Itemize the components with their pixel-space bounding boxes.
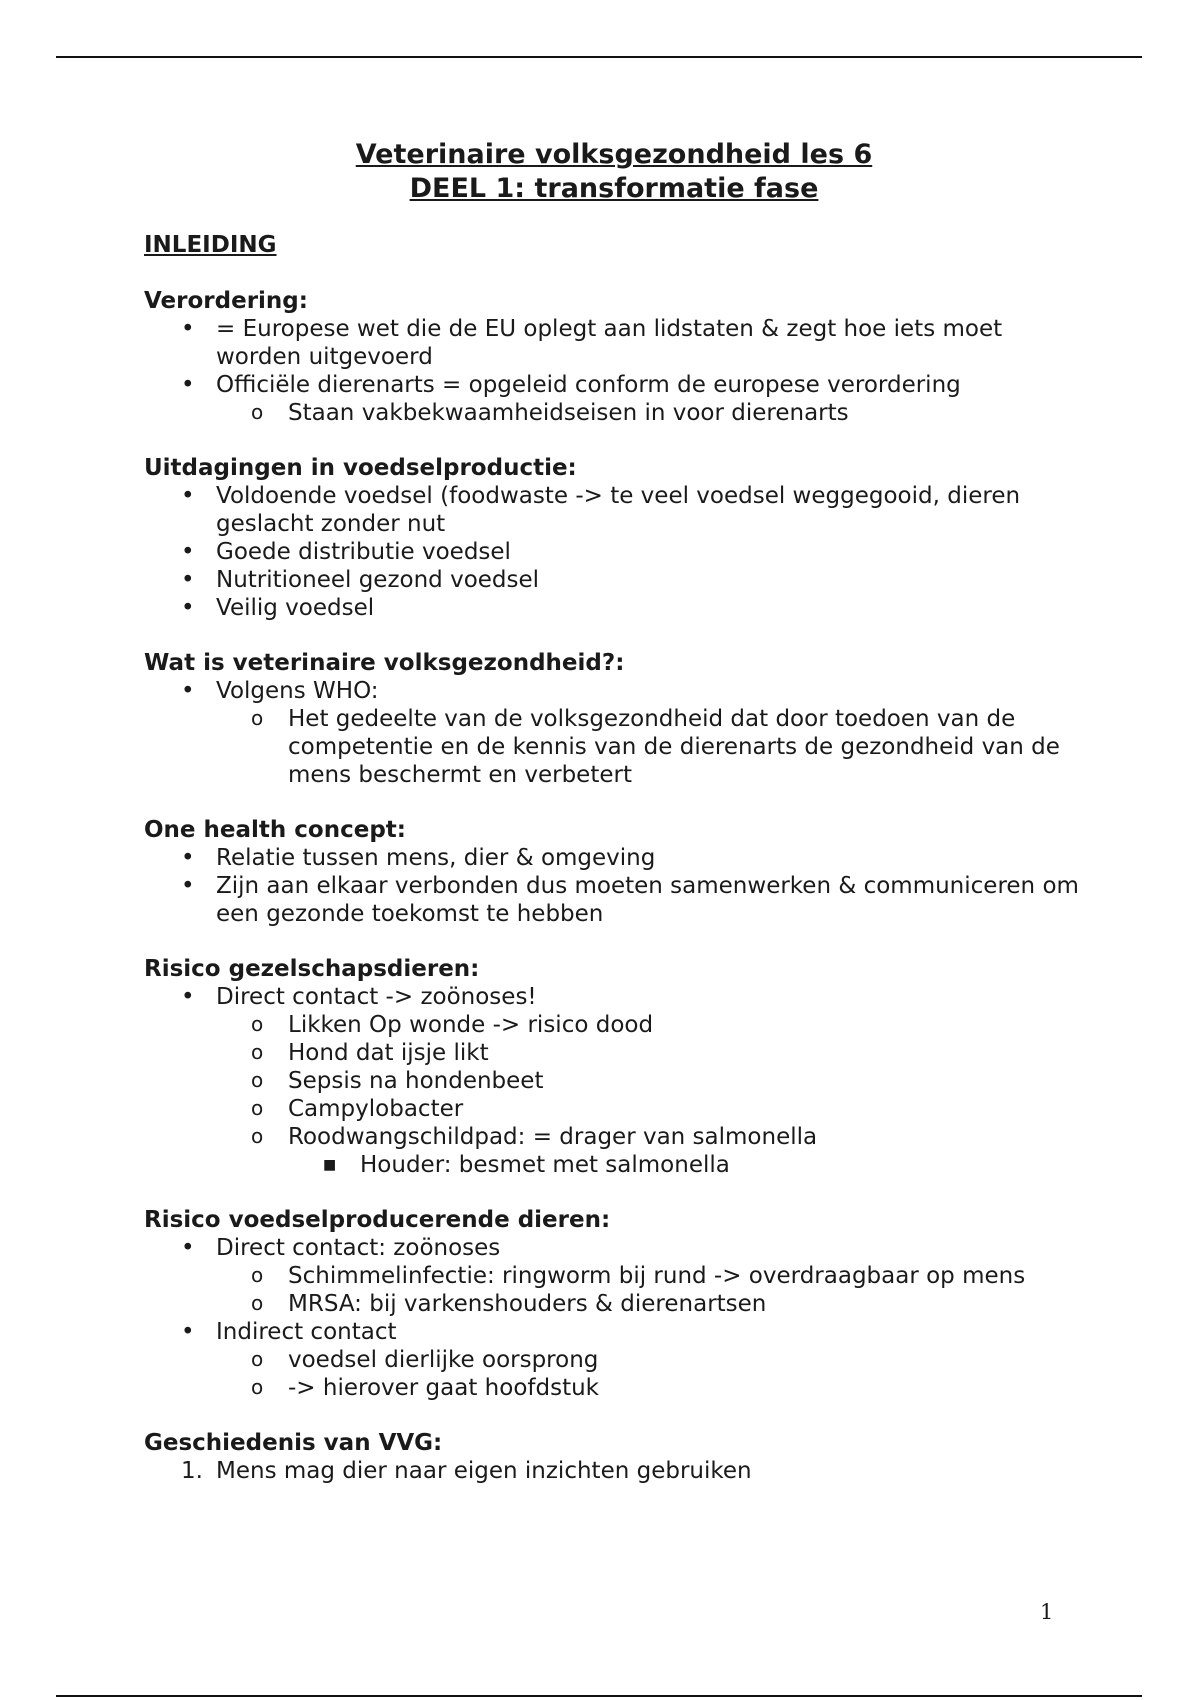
list-number: 1.	[181, 1458, 203, 1484]
document-title	[144, 138, 1084, 206]
bullet-icon: •	[181, 316, 195, 342]
bullet-list	[144, 677, 1084, 789]
section-heading: Geschiedenis van VVG:	[144, 1430, 443, 1456]
sub-list-item	[216, 1290, 1084, 1318]
section	[144, 1206, 1084, 1402]
bullet-list	[144, 983, 1084, 1179]
bullet-icon: •	[181, 678, 195, 704]
circle-bullet-icon: o	[251, 1096, 264, 1120]
sub-list-item	[216, 1067, 1084, 1095]
list-item-text: Volgens WHO:	[216, 678, 379, 704]
circle-bullet-icon: o	[251, 1012, 264, 1036]
list-item	[144, 538, 1084, 566]
list-item-text: = Europese wet die de EU oplegt aan lidstaten & zegt hoe iets moet worden uitgevoerd	[216, 316, 1003, 370]
bullet-icon: •	[181, 483, 195, 509]
sub-list	[216, 1095, 1084, 1123]
list-item	[144, 872, 1084, 928]
list-item-text: Indirect contact	[216, 1319, 397, 1345]
section-heading: Risico gezelschapsdieren:	[144, 956, 480, 982]
sub-list-item-text: Sepsis na hondenbeet	[288, 1068, 544, 1094]
sub-list	[216, 1346, 1084, 1374]
circle-bullet-icon: o	[251, 400, 264, 424]
bullet-list	[144, 844, 1084, 928]
bullet-icon: •	[181, 845, 195, 871]
sub-sub-list-item-text: Houder: besmet met salmonella	[360, 1152, 730, 1178]
list-item	[144, 566, 1084, 594]
sections-container	[144, 287, 1084, 1485]
list-item-text: Voldoende voedsel (foodwaste -> te veel voedsel weggegooid, dieren geslacht zonder nut	[216, 483, 1021, 537]
bullet-icon: •	[181, 1319, 195, 1345]
list-item-text: Mens mag dier naar eigen inzichten gebruiken	[216, 1458, 752, 1484]
bullet-icon: •	[181, 595, 195, 621]
list-item	[144, 1234, 1084, 1262]
sub-list-item-text: Campylobacter	[288, 1096, 464, 1122]
list-item-text: Goede distributie voedsel	[216, 539, 511, 565]
bullet-list	[144, 1234, 1084, 1402]
sub-list-item	[216, 1123, 1084, 1151]
sub-list-item-text: Hond dat ijsje likt	[288, 1040, 489, 1066]
list-item	[144, 315, 1084, 371]
section	[144, 955, 1084, 1179]
section-heading: One health concept:	[144, 817, 406, 843]
list-item-text: Nutritioneel gezond voedsel	[216, 567, 540, 593]
bullet-icon: •	[181, 873, 195, 899]
list-item-text: Veilig voedsel	[216, 595, 375, 621]
sub-list-item-text: Staan vakbekwaamheidseisen in voor dierenarts	[288, 400, 849, 426]
list-item	[144, 844, 1084, 872]
circle-bullet-icon: o	[251, 1291, 264, 1315]
title-line-1: Veterinaire volksgezondheid les 6	[355, 139, 873, 170]
sub-list-item	[216, 1374, 1084, 1402]
square-bullet-icon: ■	[323, 1157, 337, 1173]
intro-heading: INLEIDING	[144, 232, 277, 258]
sub-list-item	[216, 1262, 1084, 1290]
sub-list-item-text: MRSA: bij varkenshouders & dierenartsen	[288, 1291, 767, 1317]
sub-list	[216, 399, 1084, 427]
sub-list-item-text: voedsel dierlijke oorsprong	[288, 1347, 599, 1373]
circle-bullet-icon: o	[251, 1347, 264, 1371]
bullet-list	[144, 315, 1084, 427]
list-item	[144, 1318, 1084, 1346]
list-item	[144, 1457, 1084, 1485]
list-item-text: Direct contact -> zoönoses!	[216, 984, 537, 1010]
circle-bullet-icon: o	[251, 1124, 264, 1148]
circle-bullet-icon: o	[251, 1040, 264, 1064]
section-heading: Risico voedselproducerende dieren:	[144, 1207, 611, 1233]
sub-list-item	[216, 705, 1084, 789]
sub-list-item	[216, 1095, 1084, 1123]
circle-bullet-icon: o	[251, 706, 264, 730]
sub-list-item-text: -> hierover gaat hoofdstuk	[288, 1375, 599, 1401]
list-item-text: Relatie tussen mens, dier & omgeving	[216, 845, 656, 871]
sub-list-item-text: Het gedeelte van de volksgezondheid dat door toedoen van de competentie en de kennis van de dierenarts de gezondheid van de mens beschermt en verbetert	[288, 706, 1060, 788]
list-item	[144, 371, 1084, 399]
bullet-list	[144, 1457, 1084, 1485]
sub-list	[216, 1067, 1084, 1095]
sub-list	[216, 1039, 1084, 1067]
section	[144, 287, 1084, 427]
sub-list-item	[216, 399, 1084, 427]
sub-list-item-text: Likken Op wonde -> risico dood	[288, 1012, 654, 1038]
list-item	[144, 482, 1084, 538]
sub-list	[216, 1374, 1084, 1402]
circle-bullet-icon: o	[251, 1375, 264, 1399]
list-item	[144, 677, 1084, 705]
sub-list-item	[216, 1011, 1084, 1039]
section	[144, 649, 1084, 789]
bullet-icon: •	[181, 372, 195, 398]
header-rule	[56, 56, 1142, 58]
sub-list	[216, 1290, 1084, 1318]
section	[144, 454, 1084, 622]
list-item	[144, 594, 1084, 622]
list-item-text: Officiële dierenarts = opgeleid conform de europese verordering	[216, 372, 961, 398]
bullet-icon: •	[181, 984, 195, 1010]
title-line-2: DEEL 1: transformatie fase	[409, 173, 819, 204]
section	[144, 816, 1084, 928]
circle-bullet-icon: o	[251, 1068, 264, 1092]
list-item-text: Zijn aan elkaar verbonden dus moeten samenwerken & communiceren om een gezonde toekomst te hebben	[216, 873, 1079, 927]
section-heading: Wat is veterinaire volksgezondheid?:	[144, 650, 625, 676]
sub-list-item-text: Roodwangschildpad: = drager van salmonella	[288, 1124, 818, 1150]
sub-list	[216, 1011, 1084, 1039]
sub-list-item	[216, 1346, 1084, 1374]
circle-bullet-icon: o	[251, 1263, 264, 1287]
sub-sub-list	[288, 1151, 1084, 1179]
bullet-icon: •	[181, 539, 195, 565]
sub-sub-list-item	[288, 1151, 1084, 1179]
sub-list	[216, 1262, 1084, 1290]
section-heading: Uitdagingen in voedselproductie:	[144, 455, 577, 481]
section-heading: Verordering:	[144, 288, 308, 314]
document-body	[144, 138, 1084, 1485]
bullet-icon: •	[181, 1235, 195, 1261]
sub-list-item-text: Schimmelinfectie: ringworm bij rund -> overdraagbaar op mens	[288, 1263, 1026, 1289]
sub-list	[216, 1123, 1084, 1151]
list-item	[144, 983, 1084, 1011]
sub-list-item	[216, 1039, 1084, 1067]
bullet-list	[144, 482, 1084, 622]
page-number: 1	[1040, 1600, 1054, 1624]
footer-rule	[56, 1695, 1142, 1697]
bullet-icon: •	[181, 567, 195, 593]
sub-list	[216, 705, 1084, 789]
list-item-text: Direct contact: zoönoses	[216, 1235, 501, 1261]
section	[144, 1429, 1084, 1485]
